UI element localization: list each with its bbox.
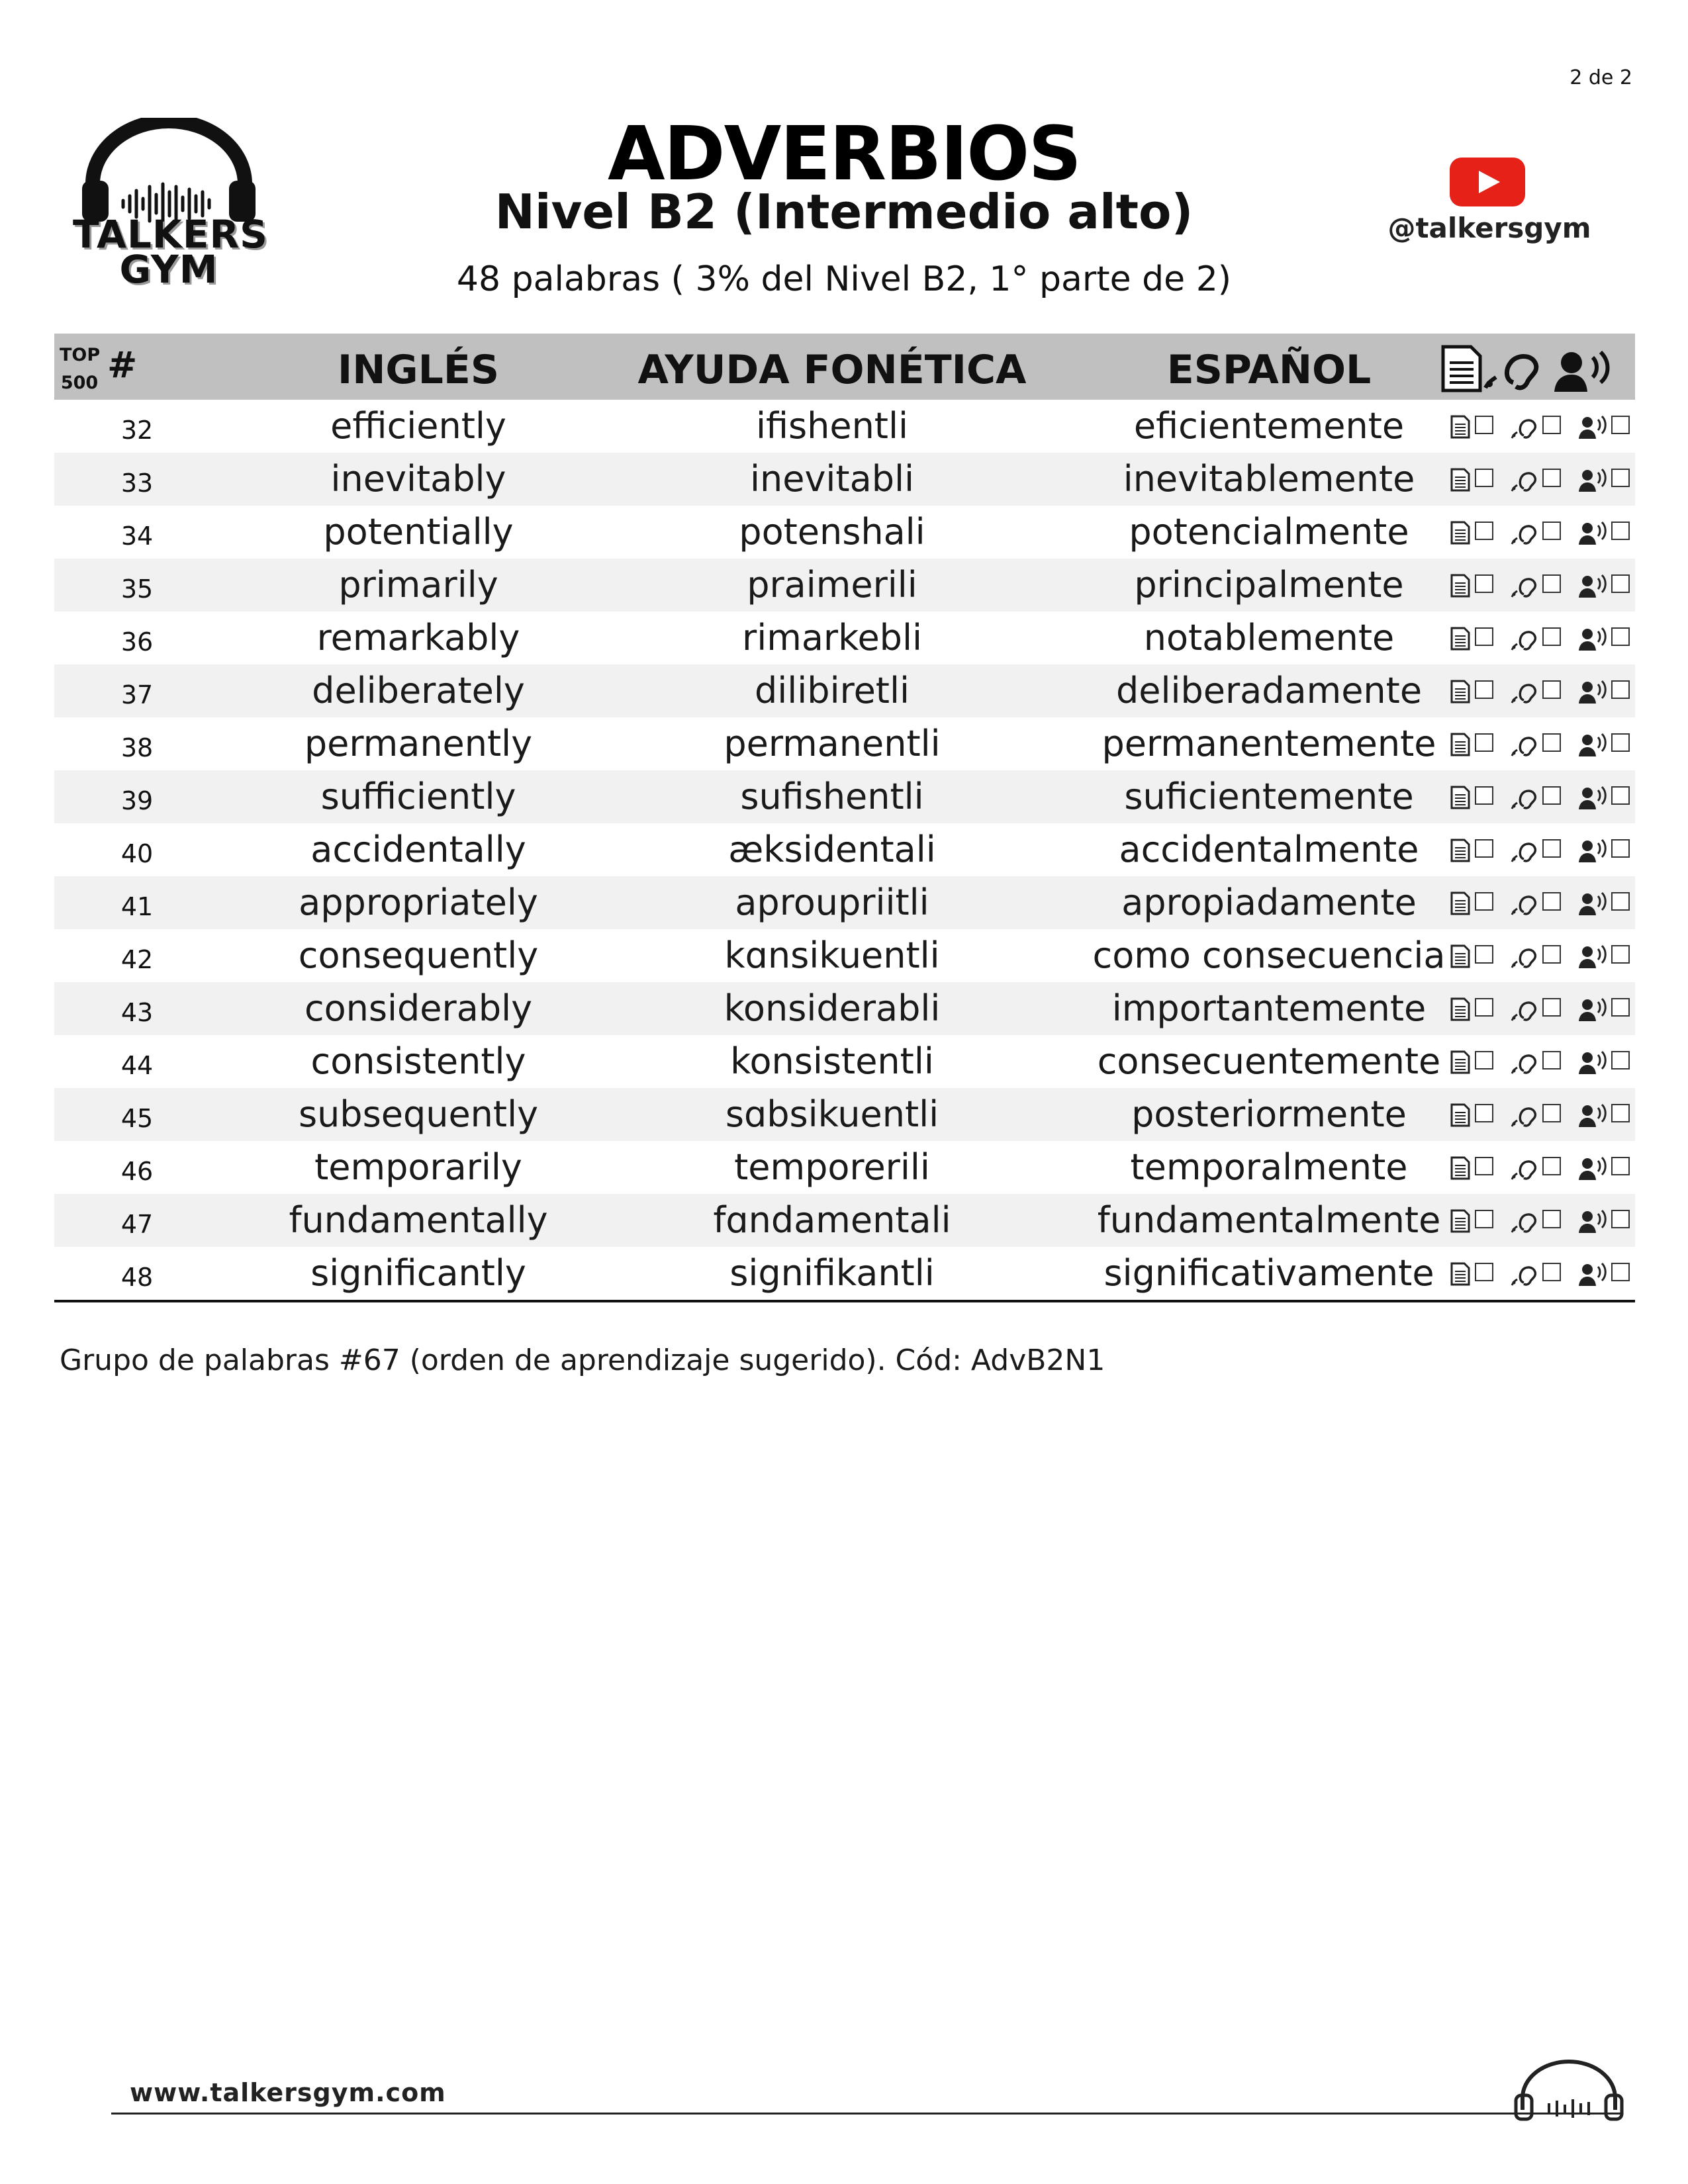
listen-icon — [1511, 944, 1538, 969]
listen-icon — [1511, 414, 1538, 439]
phonetic-aid: konsistentli — [730, 1040, 934, 1082]
practice-checkboxes — [1438, 717, 1636, 770]
header-english: INGLÉS — [337, 347, 500, 393]
speak-icon — [1578, 626, 1607, 651]
read-icon — [1450, 573, 1471, 598]
read-checkbox[interactable] — [1475, 574, 1493, 593]
row-number: 39 — [120, 786, 154, 815]
table-row — [54, 506, 1635, 559]
practice-checkboxes — [1438, 876, 1636, 929]
speak-checkbox[interactable] — [1611, 469, 1630, 487]
top500-line-2: 500 — [60, 373, 99, 393]
row-number: 42 — [120, 945, 154, 974]
spanish-word: suficientemente — [1124, 776, 1414, 817]
row-number: 34 — [120, 522, 154, 551]
speak-icon — [1578, 1261, 1607, 1287]
spanish-word: permanentemente — [1102, 723, 1436, 764]
read-icon — [1450, 785, 1471, 810]
row-number: 40 — [120, 839, 154, 868]
read-icon — [1450, 891, 1471, 916]
listen-icon — [1485, 357, 1536, 388]
row-number: 41 — [120, 892, 154, 921]
speak-checkbox[interactable] — [1611, 1263, 1630, 1281]
speak-checkbox[interactable] — [1611, 416, 1630, 434]
practice-checkboxes — [1438, 400, 1636, 453]
row-number: 43 — [120, 998, 154, 1027]
read-icon — [1450, 626, 1471, 651]
english-word: deliberately — [312, 670, 525, 711]
speak-icon — [1578, 944, 1607, 969]
read-checkbox[interactable] — [1475, 786, 1493, 805]
speak-checkbox[interactable] — [1611, 1051, 1630, 1069]
spanish-word: fundamentalmente — [1097, 1199, 1441, 1241]
listen-checkbox[interactable] — [1542, 786, 1561, 805]
header-number: # — [107, 344, 138, 386]
speak-checkbox[interactable] — [1611, 1157, 1630, 1175]
read-checkbox[interactable] — [1475, 1263, 1493, 1281]
word-count-line: 48 palabras ( 3% del Nivel B2, 1° parte de 2) — [456, 259, 1232, 299]
english-word: considerably — [304, 987, 533, 1029]
vocabulary-table — [54, 334, 1635, 1302]
listen-icon — [1511, 732, 1538, 757]
speak-checkbox[interactable] — [1611, 1210, 1630, 1228]
listen-icon — [1511, 467, 1538, 492]
phonetic-aid: fɑndamentali — [713, 1199, 951, 1241]
read-checkbox[interactable] — [1475, 1157, 1493, 1175]
row-number: 45 — [120, 1104, 154, 1133]
read-icon — [1443, 347, 1480, 390]
english-word: permanently — [304, 723, 533, 764]
row-number: 36 — [120, 627, 154, 657]
table-row — [54, 1247, 1635, 1300]
phonetic-aid: rimarkebli — [742, 617, 922, 659]
listen-icon — [1511, 1208, 1538, 1234]
read-icon — [1450, 679, 1471, 704]
spanish-word: eficientemente — [1133, 405, 1405, 447]
top500-line-1: TOP — [60, 345, 101, 365]
table-header — [54, 334, 1635, 400]
listen-icon — [1511, 1050, 1538, 1075]
practice-checkboxes — [1438, 823, 1636, 876]
youtube-icon[interactable] — [1448, 156, 1526, 208]
speak-icon — [1554, 352, 1608, 392]
listen-icon — [1511, 785, 1538, 810]
read-checkbox[interactable] — [1475, 1104, 1493, 1122]
footer-headphones-icon — [1509, 2057, 1628, 2123]
english-word: subsequently — [298, 1093, 539, 1135]
read-checkbox[interactable] — [1475, 945, 1493, 964]
english-word: consistently — [310, 1040, 526, 1082]
practice-checkboxes — [1438, 1194, 1636, 1247]
read-checkbox[interactable] — [1475, 680, 1493, 699]
english-word: temporarily — [314, 1146, 522, 1188]
listen-icon — [1511, 1156, 1538, 1181]
row-number: 44 — [120, 1051, 154, 1080]
header-icons — [1439, 343, 1635, 393]
read-icon — [1450, 838, 1471, 863]
table-row — [54, 770, 1635, 823]
speak-icon — [1578, 785, 1607, 810]
spanish-word: importantemente — [1111, 987, 1427, 1029]
read-icon — [1450, 520, 1471, 545]
phonetic-aid: signifikantli — [729, 1252, 935, 1294]
footer-url[interactable]: www.talkersgym.com — [130, 2078, 446, 2107]
listen-icon — [1511, 1261, 1538, 1287]
listen-checkbox[interactable] — [1542, 998, 1561, 1017]
practice-checkboxes — [1438, 1247, 1636, 1300]
practice-checkboxes — [1438, 1035, 1636, 1088]
english-word: fundamentally — [289, 1199, 548, 1241]
speak-checkbox[interactable] — [1611, 945, 1630, 964]
read-checkbox[interactable] — [1475, 892, 1493, 911]
listen-checkbox[interactable] — [1542, 1157, 1561, 1175]
practice-checkboxes — [1438, 929, 1636, 982]
table-row — [54, 612, 1635, 664]
speak-checkbox[interactable] — [1611, 733, 1630, 752]
practice-checkboxes — [1438, 982, 1636, 1035]
spanish-word: principalmente — [1134, 564, 1404, 606]
table-row — [54, 982, 1635, 1035]
spanish-word: apropiadamente — [1121, 882, 1417, 923]
table-row — [54, 1194, 1635, 1247]
header-spanish: ESPAÑOL — [1166, 347, 1372, 393]
listen-icon — [1511, 891, 1538, 916]
table-bottom-rule — [54, 1300, 1635, 1302]
read-icon — [1450, 1208, 1471, 1234]
phonetic-aid: æksidentali — [728, 829, 936, 870]
phonetic-aid: aproupriitli — [735, 882, 929, 923]
english-word: primarily — [338, 564, 498, 606]
spanish-word: potencialmente — [1129, 511, 1409, 553]
spanish-word: deliberadamente — [1115, 670, 1423, 711]
spanish-word: inevitablemente — [1123, 458, 1415, 500]
english-word: efficiently — [330, 405, 506, 447]
read-icon — [1450, 944, 1471, 969]
table-row — [54, 1035, 1635, 1088]
row-number: 47 — [120, 1210, 154, 1239]
speak-icon — [1578, 1208, 1607, 1234]
read-icon — [1450, 732, 1471, 757]
spanish-word: posteriormente — [1131, 1093, 1407, 1135]
listen-checkbox[interactable] — [1542, 522, 1561, 540]
table-row — [54, 823, 1635, 876]
listen-checkbox[interactable] — [1542, 1104, 1561, 1122]
table-row — [54, 400, 1635, 453]
table-row — [54, 559, 1635, 612]
phonetic-aid: potenshali — [739, 511, 925, 553]
row-number: 38 — [120, 733, 154, 762]
english-word: sufficiently — [320, 776, 516, 817]
top500-label — [60, 341, 99, 397]
speak-checkbox[interactable] — [1611, 786, 1630, 805]
spanish-word: significativamente — [1103, 1252, 1434, 1294]
logo-line-1: TALKERS — [73, 212, 268, 257]
listen-icon — [1511, 838, 1538, 863]
english-word: significantly — [310, 1252, 526, 1294]
read-icon — [1450, 1050, 1471, 1075]
speak-icon — [1578, 838, 1607, 863]
practice-checkboxes — [1438, 506, 1636, 559]
speak-icon — [1578, 997, 1607, 1022]
practice-checkboxes — [1438, 559, 1636, 612]
speak-icon — [1578, 891, 1607, 916]
page-subtitle: Nivel B2 (Intermedio alto) — [494, 184, 1194, 240]
english-word: inevitably — [330, 458, 506, 500]
listen-icon — [1511, 679, 1538, 704]
speak-checkbox[interactable] — [1611, 627, 1630, 646]
read-checkbox[interactable] — [1475, 733, 1493, 752]
read-checkbox[interactable] — [1475, 469, 1493, 487]
practice-checkboxes — [1438, 453, 1636, 506]
practice-checkboxes — [1438, 770, 1636, 823]
listen-checkbox[interactable] — [1542, 945, 1561, 964]
table-body — [54, 400, 1635, 1300]
phonetic-aid: konsiderabli — [724, 987, 941, 1029]
phonetic-aid: ifishentli — [755, 405, 908, 447]
table-row — [54, 664, 1635, 717]
listen-checkbox[interactable] — [1542, 627, 1561, 646]
row-number: 35 — [120, 574, 154, 604]
speak-icon — [1578, 679, 1607, 704]
english-word: consequently — [298, 934, 539, 976]
header-phonetic: AYUDA FONÉTICA — [637, 347, 1027, 393]
phonetic-aid: dilibiretli — [755, 670, 910, 711]
read-checkbox[interactable] — [1475, 416, 1493, 434]
row-number: 46 — [120, 1157, 154, 1186]
practice-checkboxes — [1438, 664, 1636, 717]
read-checkbox[interactable] — [1475, 1051, 1493, 1069]
speak-icon — [1578, 573, 1607, 598]
speak-icon — [1578, 520, 1607, 545]
speak-icon — [1578, 1156, 1607, 1181]
listen-icon — [1511, 573, 1538, 598]
spanish-word: temporalmente — [1130, 1146, 1408, 1188]
english-word: remarkably — [316, 617, 520, 659]
phonetic-aid: praimerili — [747, 564, 917, 606]
read-checkbox[interactable] — [1475, 1210, 1493, 1228]
speak-icon — [1578, 732, 1607, 757]
speak-icon — [1578, 467, 1607, 492]
table-row — [54, 1141, 1635, 1194]
listen-icon — [1511, 997, 1538, 1022]
listen-checkbox[interactable] — [1542, 892, 1561, 911]
footer-rule — [111, 2113, 1620, 2115]
read-checkbox[interactable] — [1475, 627, 1493, 646]
listen-checkbox[interactable] — [1542, 1263, 1561, 1281]
listen-icon — [1511, 1103, 1538, 1128]
english-word: appropriately — [299, 882, 538, 923]
listen-checkbox[interactable] — [1542, 839, 1561, 858]
listen-checkbox[interactable] — [1542, 1051, 1561, 1069]
speak-checkbox[interactable] — [1611, 998, 1630, 1017]
listen-checkbox[interactable] — [1542, 574, 1561, 593]
row-number: 48 — [120, 1263, 154, 1292]
listen-checkbox[interactable] — [1542, 1210, 1561, 1228]
read-icon — [1450, 414, 1471, 439]
speak-checkbox[interactable] — [1611, 522, 1630, 540]
listen-icon — [1511, 520, 1538, 545]
phonetic-aid: sɑbsikuentli — [725, 1093, 939, 1135]
youtube-handle[interactable]: @talkersgym — [1387, 212, 1591, 244]
row-number: 32 — [120, 416, 154, 445]
practice-checkboxes — [1438, 1141, 1636, 1194]
read-icon — [1450, 467, 1471, 492]
read-checkbox[interactable] — [1475, 839, 1493, 858]
practice-checkboxes — [1438, 1088, 1636, 1141]
table-row — [54, 929, 1635, 982]
table-row — [54, 717, 1635, 770]
phonetic-aid: inevitabli — [750, 458, 914, 500]
footnote: Grupo de palabras #67 (orden de aprendizaje sugerido). Cód: AdvB2N1 — [60, 1343, 1105, 1377]
english-word: potentially — [323, 511, 514, 553]
spanish-word: como consecuencia — [1092, 934, 1446, 976]
table-row — [54, 453, 1635, 506]
speak-icon — [1578, 1103, 1607, 1128]
spanish-word: notablemente — [1143, 617, 1395, 659]
spanish-word: accidentalmente — [1119, 829, 1419, 870]
phonetic-aid: sufishentli — [740, 776, 924, 817]
listen-checkbox[interactable] — [1542, 680, 1561, 699]
spanish-word: consecuentemente — [1097, 1040, 1441, 1082]
logo-line-2: GYM — [119, 247, 218, 292]
table-row — [54, 1088, 1635, 1141]
speak-checkbox[interactable] — [1611, 839, 1630, 858]
phonetic-aid: permanentli — [724, 723, 941, 764]
listen-checkbox[interactable] — [1542, 416, 1561, 434]
listen-checkbox[interactable] — [1542, 733, 1561, 752]
row-number: 37 — [120, 680, 154, 709]
phonetic-aid: kɑnsikuentli — [724, 934, 940, 976]
phonetic-aid: temporerili — [734, 1146, 930, 1188]
row-number: 33 — [120, 469, 154, 498]
read-icon — [1450, 1156, 1471, 1181]
speak-checkbox[interactable] — [1611, 1104, 1630, 1122]
read-checkbox[interactable] — [1475, 522, 1493, 540]
speak-checkbox[interactable] — [1611, 574, 1630, 593]
speak-checkbox[interactable] — [1611, 680, 1630, 699]
read-icon — [1450, 1261, 1471, 1287]
read-icon — [1450, 1103, 1471, 1128]
read-checkbox[interactable] — [1475, 998, 1493, 1017]
page-number: 2 de 2 — [1570, 66, 1632, 89]
speak-icon — [1578, 1050, 1607, 1075]
table-row — [54, 876, 1635, 929]
speak-icon — [1578, 414, 1607, 439]
english-word: accidentally — [310, 829, 526, 870]
page-title: ADVERBIOS — [608, 111, 1080, 197]
practice-checkboxes — [1438, 612, 1636, 664]
listen-checkbox[interactable] — [1542, 469, 1561, 487]
speak-checkbox[interactable] — [1611, 892, 1630, 911]
read-icon — [1450, 997, 1471, 1022]
listen-icon — [1511, 626, 1538, 651]
